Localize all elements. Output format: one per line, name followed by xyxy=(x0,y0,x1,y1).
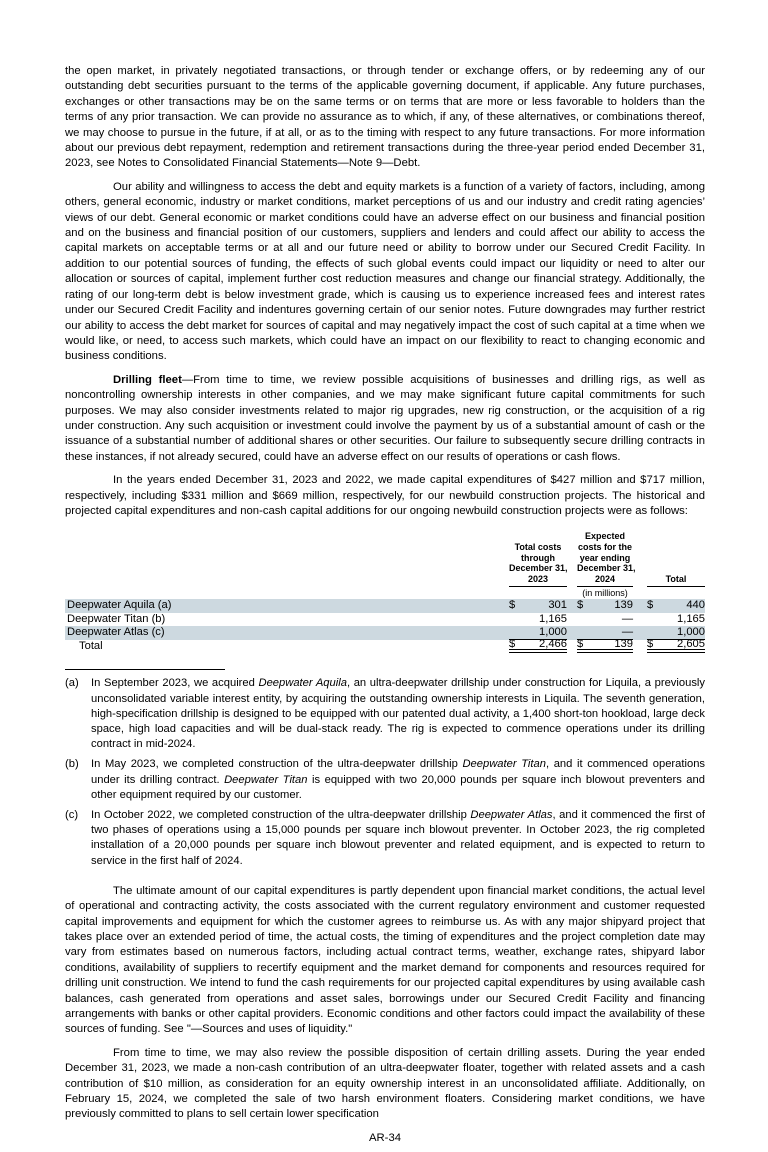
dollar-sign: $ xyxy=(577,599,584,612)
paragraph-debt-transactions: the open market, in privately negotiated transactions, or through tender or exchange offers, or by redeeming any of our outstanding debt securities pursuant to the terms of the applicable governing document, if applicable. Any future purchases, exchanges or other transactions may be on the same terms or on terms that are more or less favorable to holders than the terms of any prior transaction. We can provide no assurance as to which, if any, of these alternatives, or combinations thereof, we may choose to pursue in the future, if at all, or as to the timing with respect to any future transactions. For more information about our previous debt repayment, redemption and retirement transactions during the three-year period ended December 31, 2023, see Notes to Consolidated Financial Statements—Note 9—Debt. xyxy=(65,65,705,170)
column-header-total: Total xyxy=(647,574,705,588)
dollar-sign: $ xyxy=(647,599,654,612)
column-header-total-costs-2023: Total costs through December 31, 2023 xyxy=(509,542,567,587)
table-row-total xyxy=(65,637,705,654)
cell-total-costs-2023: $ 2,466 xyxy=(509,640,567,654)
footnote-text: In September 2023, we acquired Deepwater Aquila, an ultra-deepwater drillship under construction for Liquila, a previously unconsolidated variable interest entity, by acquiring the outstanding ownership interests in Liquila. The seventh generation, high-specification drillship is designed to be equipped with our patented dual activity, a 1,400 short-ton hookload, large deck space, high load capacities and will be dual-stack ready. The rig is expected to commence operations under its drilling contract in mid-2024. xyxy=(91,677,705,751)
paragraph-ultimate-capex: The ultimate amount of our capital expenditures is partly dependent upon financial market conditions, the actual level of operational and contracting activity, the costs associated with the current regulatory environment and customer requested capital improvements and equipment for which the customer agrees to reimburse us. As with any major shipyard project that takes place over an extended period of time, the actual costs, the timing of expenditures and the project completion date may vary from estimates based on numerous factors, including actual contract terms, weather, exchange rates, shipyard labor conditions, availability of suppliers to recertify equipment and the market demand for components and resources required for drilling unit construction. We intend to fund the cash requirements for our projected capital expenditures by using available cash balances, cash generated from operations and asset sales, borrowings under our Secured Credit Facility and financing arrangements with banks or other capital providers. Economic conditions and other factors could impact the availability of these sources of funding. See "—Sources and uses of liquidity." xyxy=(65,884,705,1036)
cell-total-costs-2023: 1,000 xyxy=(509,626,567,640)
cell-expected-costs-2024: $ 139 xyxy=(577,640,633,654)
rig-name-italic: Deepwater Titan xyxy=(462,758,546,771)
dollar-sign: $ xyxy=(577,637,584,650)
dollar-sign: $ xyxy=(509,637,516,650)
footnote-text: In October 2022, we completed construction of the ultra-deepwater drillship Deepwater Atlas, and it commenced the first of two phases of operations using a 15,000 pounds per square inch blowout preventer. In October 2023, the rig completed installation of a 20,000 pounds per square inch blowout preventer and related equipment, and is expected to return to service in the first half of 2024. xyxy=(91,808,705,867)
dollar-sign: $ xyxy=(509,599,516,612)
table-header-row xyxy=(65,531,705,587)
row-label: Deepwater Atlas (c) xyxy=(67,626,165,639)
row-label: Deepwater Aquila (a) xyxy=(67,599,172,612)
cell-expected-costs-2024: — xyxy=(621,612,633,625)
table-row-deepwater-atlas xyxy=(65,626,705,640)
table-row-deepwater-titan xyxy=(65,613,705,627)
cell-total: 1,000 xyxy=(647,626,705,640)
paragraph-capital-expenditures: In the years ended December 31, 2023 and 2022, we made capital expenditures of $427 million and $717 million, respectively, including $331 million and $669 million, respectively, for our newbuild construction projects. The historical and projected capital expenditures and non-cash capital additions for our ongoing newbuild construction projects were as follows: xyxy=(65,474,705,517)
paragraph-disposition-assets: From time to time, we may also review the possible disposition of certain drilling assets. During the year ended December 31, 2023, we made a non-cash contribution of an ultra-deepwater floater, together with related assets and a cash contribution of $10 million, as consideration for an equity ownership interest in an unconsolidated affiliate. Additionally, on February 15, 2024, we completed the sale of two harsh environment floaters. Considering market conditions, we have previously committed to plans to sell certain lower specification xyxy=(65,1046,705,1121)
footnote-b xyxy=(65,757,705,803)
paragraph-drilling-fleet xyxy=(65,373,705,465)
drilling-fleet-text: —From time to time, we review possible acquisitions of businesses and drilling rigs, as well as noncontrolling ownership interests in other companies, and we may make significant future capital commitments for such purposes. We may also consider investments related to major rig upgrades, new rig construction, or the acquisition of a rig under construction. Any such acquisition or investment could involve the payment by us of a substantial amount of cash or the issuance of a substantial number of additional shares or other securities. Our failure to subsequently secure drilling contracts in these instances, if not already secured, could have an adverse effect on our results of operations or cash flows. xyxy=(65,373,706,463)
cell-total-costs-2023: 1,165 xyxy=(539,612,567,625)
column-header-expected-costs-2024: Expected costs for the year ending December 31, 2024 xyxy=(577,531,633,587)
cell-total: 1,165 xyxy=(677,612,705,625)
footnote-marker: (c) xyxy=(65,808,79,821)
drilling-fleet-heading: Drilling fleet xyxy=(113,373,182,386)
cell-total: $ 440 xyxy=(647,599,705,613)
rig-name-italic: Deepwater Aquila xyxy=(258,677,347,690)
footnote-c xyxy=(65,808,705,869)
cell-total-costs-2023: $ 301 xyxy=(509,599,567,613)
cell-total: $ 2,605 xyxy=(647,640,705,654)
footnote-separator xyxy=(65,669,225,670)
rig-name-italic: Deepwater Titan xyxy=(224,773,308,786)
cell-expected-costs-2024: $ 139 xyxy=(577,599,633,613)
footnote-marker: (a) xyxy=(65,677,79,690)
rig-name-italic: Deepwater Atlas xyxy=(470,808,553,821)
newbuild-capex-table xyxy=(65,531,705,653)
page-number: AR-34 xyxy=(368,1131,402,1144)
paragraph-debt-equity-markets: Our ability and willingness to access the debt and equity markets is a function of a variety of factors, including, among others, general economic, industry or market conditions, market perceptions of us and our industry and credit rating agencies’ views of our debt. General economic or market conditions could have an adverse effect on our business and financial position and on the business and financial position of our customers, suppliers and lenders and could affect our ability to access the capital markets on acceptable terms or at all and our future need or ability to borrow under our Secured Credit Facility. In addition to our potential sources of funding, the effects of such global events could impact our liquidity or need to alter our allocation or sources of capital, implement further cost reduction measures and change our financial strategy. Additionally, the rating of our long-term debt is below investment grade, which is causing us to experience increased fees and interest rates under our Secured Credit Facility and indentures governing certain of our senior notes. Future downgrades may further restrict our ability to access the debt market for sources of capital and may negatively impact the cost of such capital at a time when we would like, or need, to access such markets, which could have an impact on our flexibility to react to changing economic and business conditions. xyxy=(65,180,705,363)
footnote-marker: (b) xyxy=(65,758,79,771)
footnote-a xyxy=(65,676,705,752)
table-row-deepwater-aquila xyxy=(65,599,705,613)
units-note: (in millions) xyxy=(582,587,628,598)
row-label: Total xyxy=(79,639,103,652)
row-label: Deepwater Titan (b) xyxy=(67,612,166,625)
footnote-text: In May 2023, we completed construction of the ultra-deepwater drillship Deepwater Titan, and it commenced operations under its drilling contract. Deepwater Titan is equipped with two 20,000 pounds per square inch blowout preventers and other equipment required by our customer. xyxy=(91,758,706,801)
cell-expected-costs-2024: — xyxy=(577,626,633,640)
dollar-sign: $ xyxy=(647,637,654,650)
